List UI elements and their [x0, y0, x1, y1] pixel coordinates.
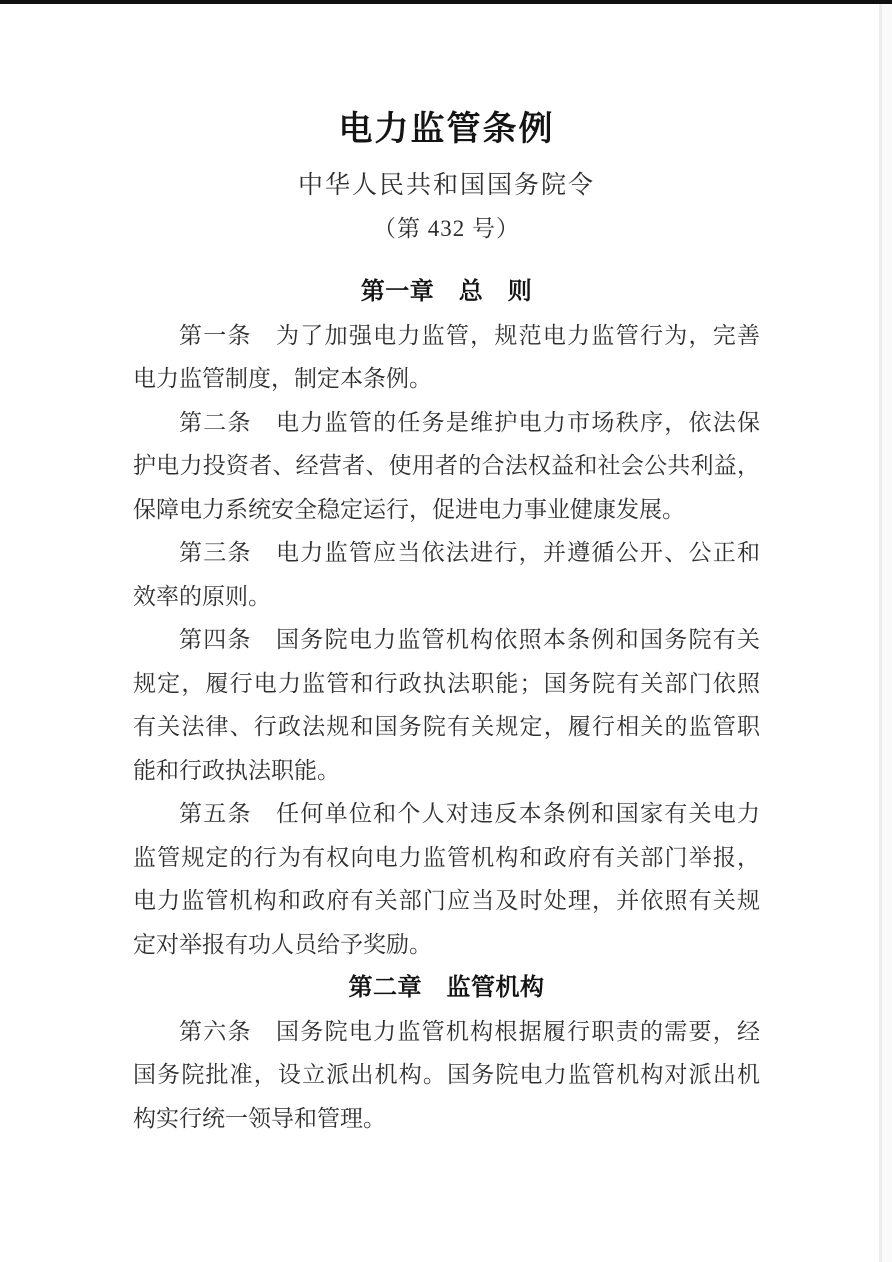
- chapter-heading: 第二章 监管机构: [348, 974, 545, 1001]
- document-subtitle: 中华人民共和国国务院令: [297, 172, 595, 199]
- paragraph-line: 定对举报有功人员给予奖励。: [133, 931, 432, 957]
- chapter-heading: 第一章 总 则: [360, 278, 533, 305]
- paragraph-line: 第二条 电力监管的任务是维护电力市场秩序，依法保: [179, 409, 760, 435]
- paragraph-line: 第一条 为了加强电力监管，规范电力监管行为，完善: [179, 322, 760, 348]
- paragraph-line: 第四条 国务院电力监管机构依照本条例和国务院有关: [179, 627, 760, 652]
- paragraph-line: 效率的原则。: [133, 583, 271, 609]
- document-title: 电力监管条例: [338, 110, 555, 148]
- paragraph-line: 第六条 国务院电力监管机构根据履行职责的需要，经: [179, 1018, 760, 1044]
- document-body: [133, 270, 760, 1140]
- paragraph-line: 规定，履行电力监管和行政执法职能；国务院有关部门依照: [133, 670, 760, 696]
- paragraph-line: 构实行统一领导和管理。: [133, 1105, 386, 1131]
- paragraph-line: 保障电力系统安全稳定运行，促进电力事业健康发展。: [133, 496, 685, 522]
- paragraph-line: 电力监管制度，制定本条例。: [133, 366, 432, 391]
- scan-edge-line: [879, 4, 882, 1262]
- paragraph-line: 能和行政执法职能。: [133, 757, 340, 783]
- paragraph-line: 第三条 电力监管应当依法进行，并遵循公开、公正和: [179, 540, 760, 565]
- paragraph-line: 有关法律、行政法规和国务院有关规定，履行相关的监管职: [133, 714, 760, 739]
- paragraph-line: 国务院批准，设立派出机构。国务院电力监管机构对派出机: [133, 1062, 760, 1087]
- order-number: （第 432 号）: [373, 216, 520, 241]
- paragraph-line: 电力监管机构和政府有关部门应当及时处理，并依照有关规: [133, 888, 760, 913]
- document-page: [133, 0, 760, 1140]
- page-edge-shadow: [882, 4, 892, 1262]
- paragraph-line: 护电力投资者、经营者、使用者的合法权益和社会公共利益，: [133, 453, 760, 478]
- paragraph-line: 第五条 任何单位和个人对违反本条例和国家有关电力: [179, 801, 760, 826]
- paragraph-line: 监管规定的行为有权向电力监管机构和政府有关部门举报，: [133, 844, 760, 870]
